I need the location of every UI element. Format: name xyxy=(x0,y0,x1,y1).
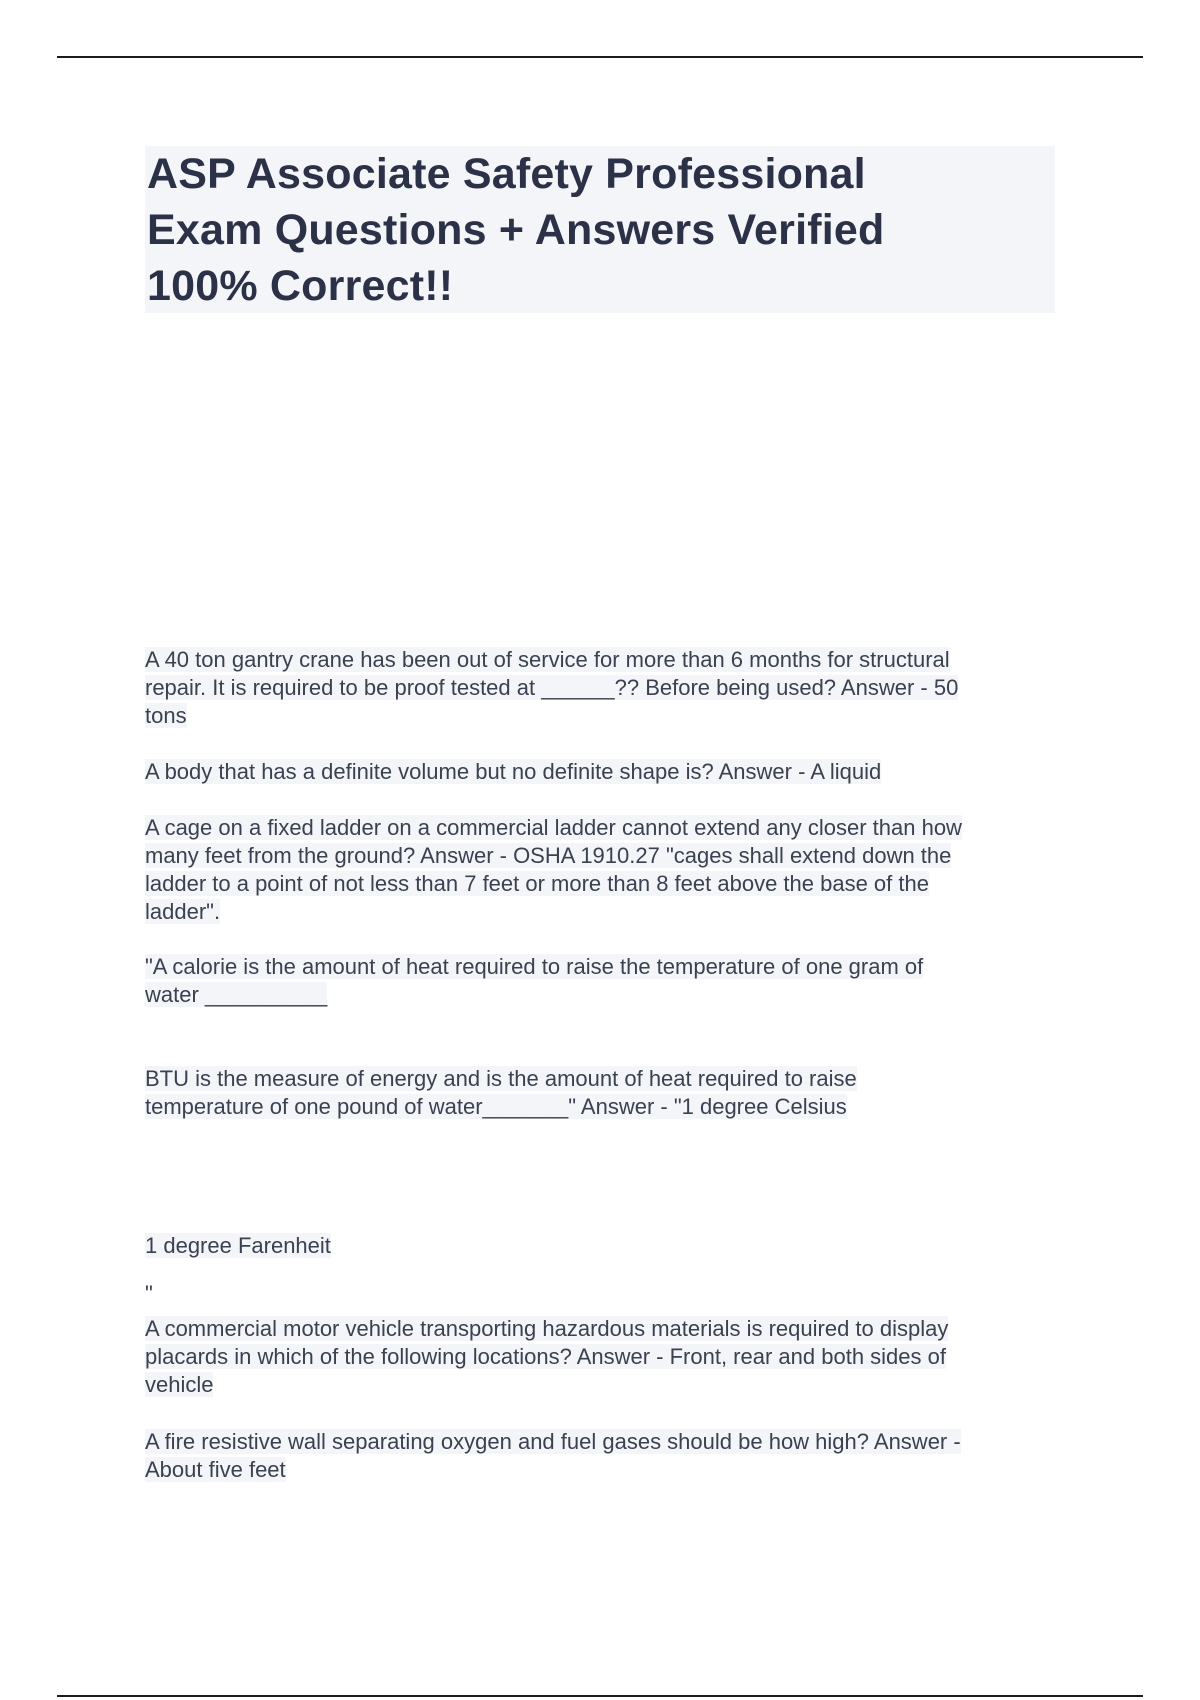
text-line: BTU is the measure of energy and is the amount of heat required to raise xyxy=(145,1066,857,1091)
text-line: A cage on a fixed ladder on a commercial ladder cannot extend any closer than how xyxy=(145,815,962,840)
qa-paragraph xyxy=(145,953,1060,1009)
text-line: ladder". xyxy=(145,899,221,924)
text-line: A fire resistive wall separating oxygen and fuel gases should be how high? Answer - xyxy=(145,1429,961,1454)
qa-paragraph xyxy=(145,1315,1060,1399)
text-line: vehicle xyxy=(145,1372,214,1397)
text-line: repair. It is required to be proof tested at ______?? Before being used? Answer - 50 xyxy=(145,675,959,700)
qa-paragraph xyxy=(145,1283,1060,1305)
qa-paragraph xyxy=(145,1428,1060,1484)
qa-paragraph xyxy=(145,758,1060,786)
text-line: tons xyxy=(145,703,187,728)
text-line: A commercial motor vehicle transporting hazardous materials is required to display xyxy=(145,1316,949,1341)
text-line: water __________ xyxy=(145,982,328,1007)
text-line: " xyxy=(145,1281,153,1306)
document-title xyxy=(145,146,1055,314)
title-block xyxy=(145,146,1055,313)
text-line: A 40 ton gantry crane has been out of service for more than 6 months for structural xyxy=(145,647,950,672)
qa-paragraph xyxy=(145,1232,1060,1260)
qa-paragraph xyxy=(145,1065,1060,1121)
qa-paragraph xyxy=(145,814,1060,926)
text-line: placards in which of the following locations? Answer - Front, rear and both sides of xyxy=(145,1344,946,1369)
page-bottom-rule xyxy=(57,1695,1143,1697)
title-line: 100% Correct!! xyxy=(147,262,454,310)
text-line: About five feet xyxy=(145,1457,286,1482)
title-line: Exam Questions + Answers Verified xyxy=(147,206,885,254)
page-top-rule xyxy=(57,56,1143,58)
title-line: ASP Associate Safety Professional xyxy=(147,150,866,198)
text-line: ladder to a point of not less than 7 feet or more than 8 feet above the base of the xyxy=(145,871,929,896)
text-line: A body that has a definite volume but no definite shape is? Answer - A liquid xyxy=(145,759,882,784)
text-line: many feet from the ground? Answer - OSHA 1910.27 "cages shall extend down the xyxy=(145,843,952,868)
text-line: temperature of one pound of water_______" Answer - "1 degree Celsius xyxy=(145,1094,847,1119)
qa-paragraph xyxy=(145,646,1060,730)
text-line: "A calorie is the amount of heat required to raise the temperature of one gram of xyxy=(145,954,924,979)
text-line: 1 degree Farenheit xyxy=(145,1233,331,1258)
